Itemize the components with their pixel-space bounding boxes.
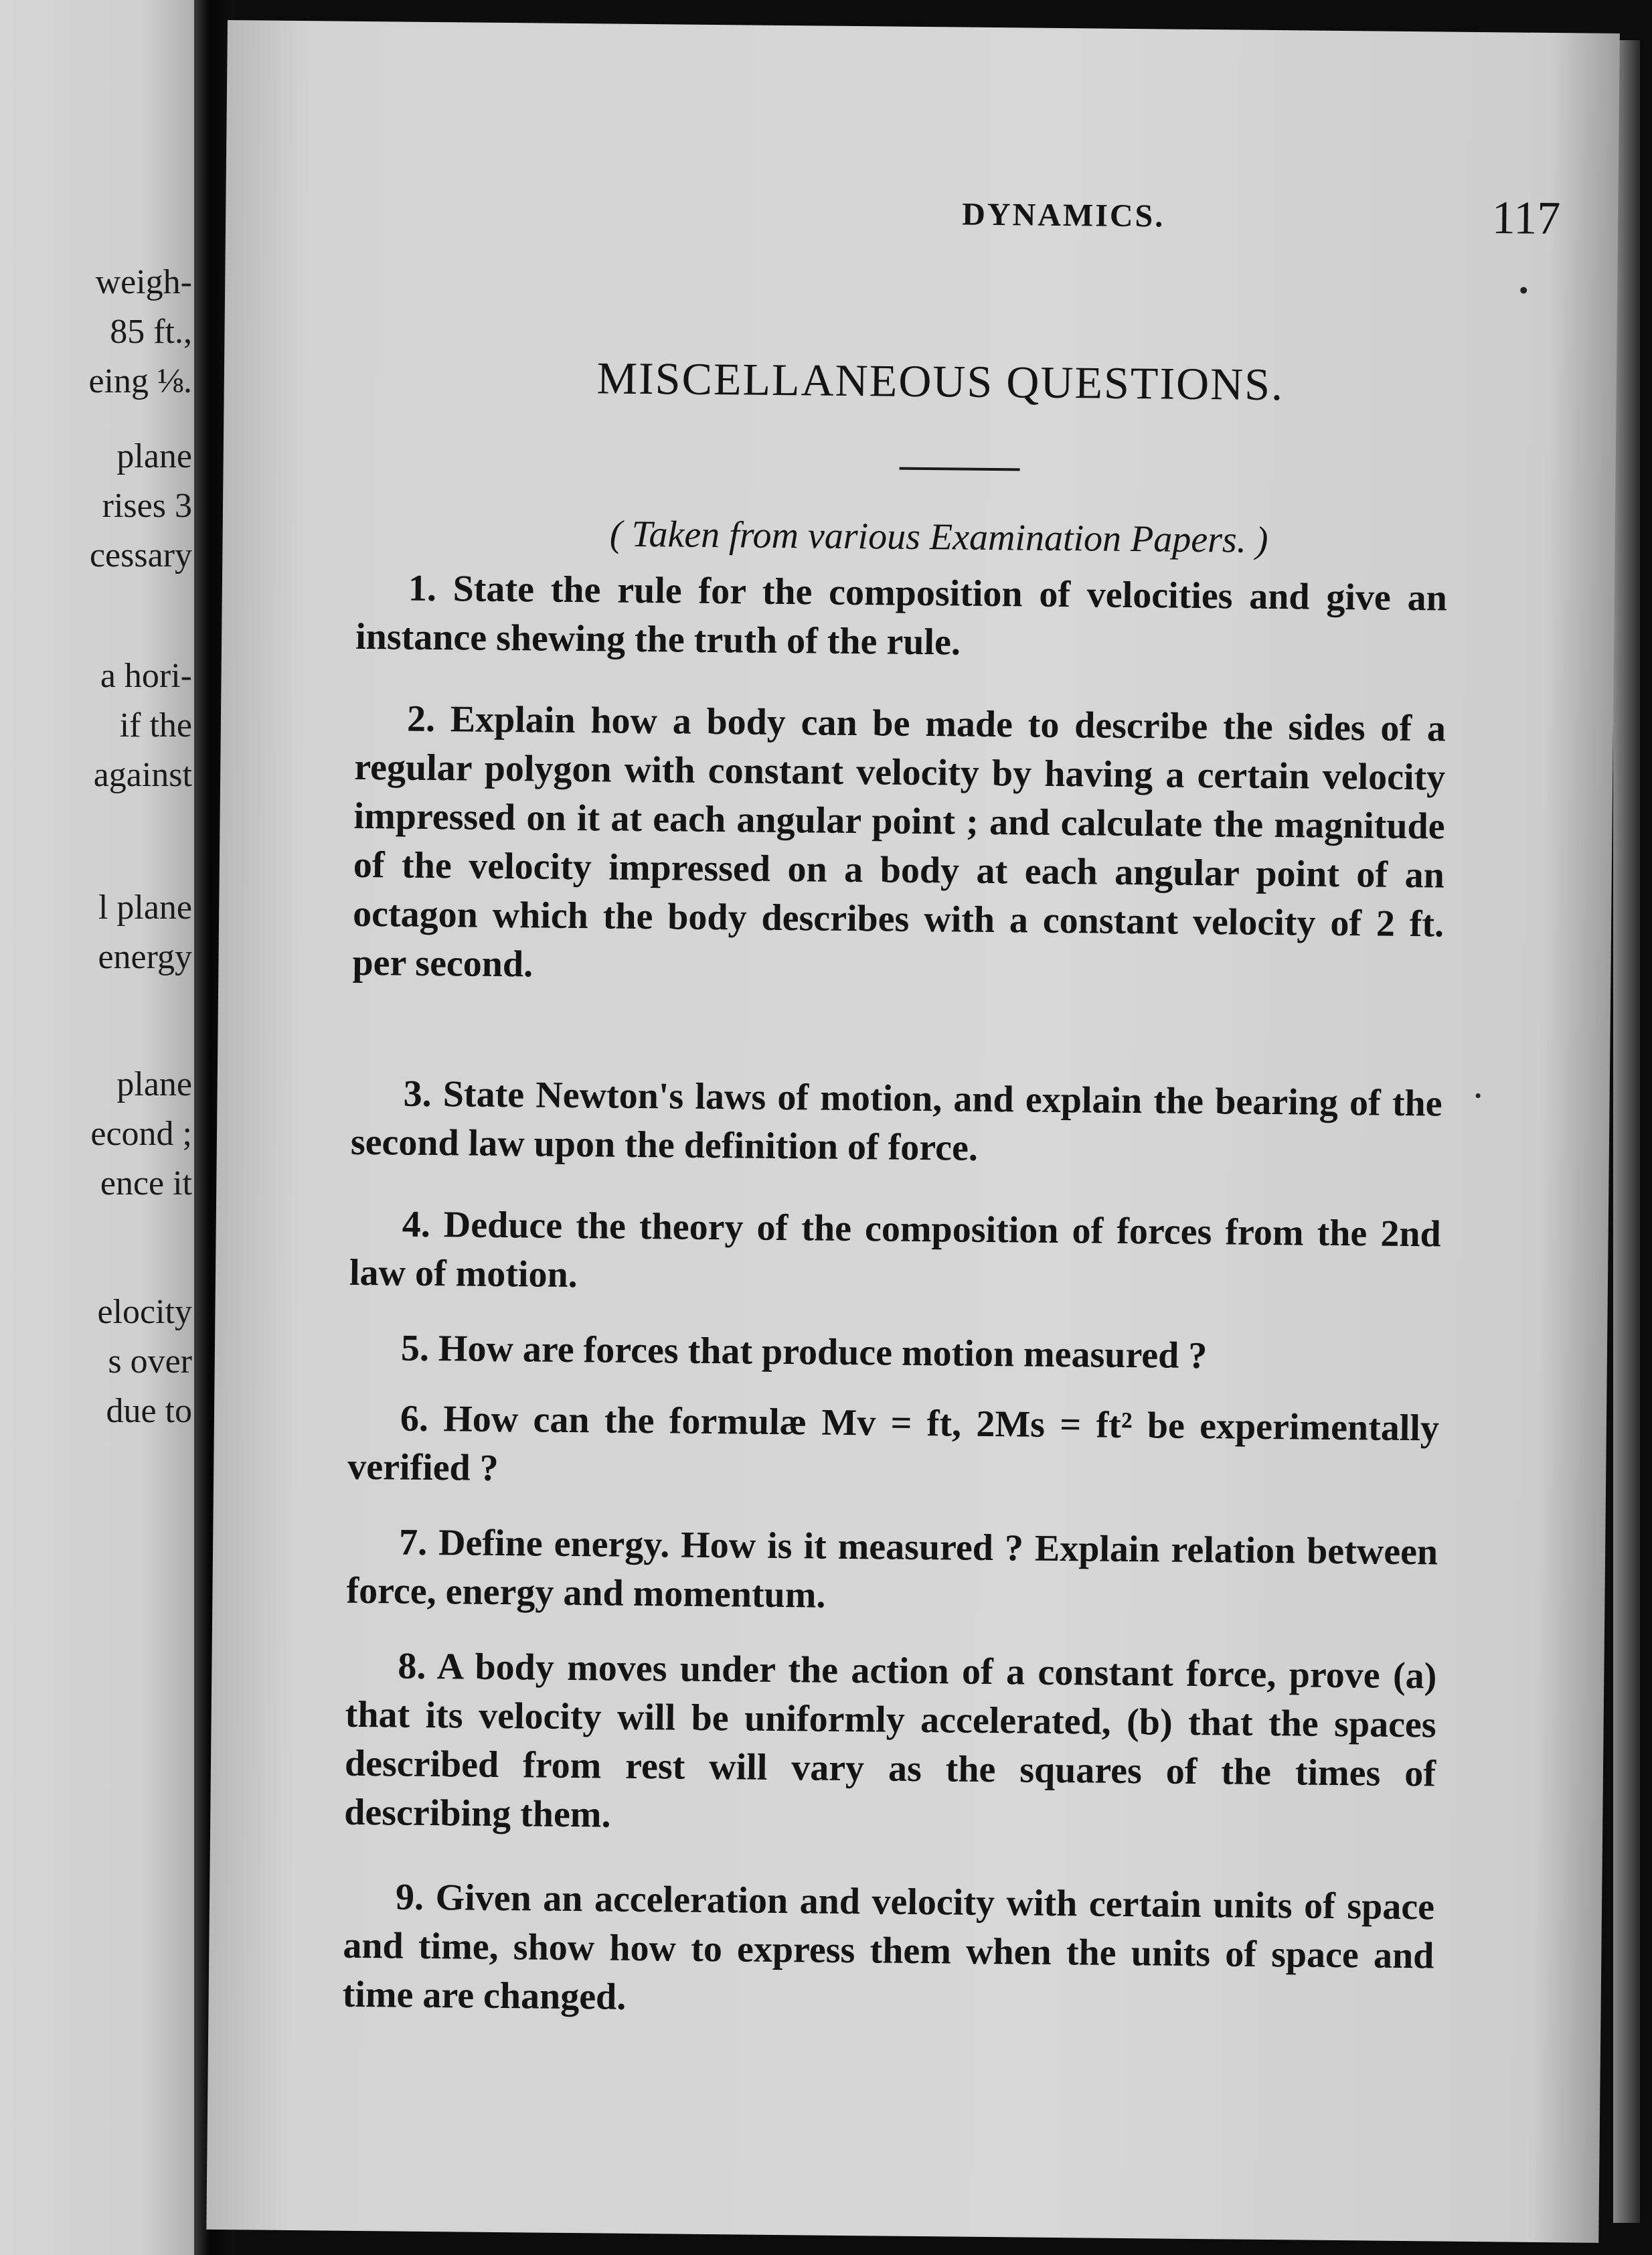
left-page-line: ence it — [100, 1164, 192, 1202]
section-heading: MISCELLANEOUS QUESTIONS. — [596, 352, 1285, 410]
question-item: 9. Given an acceleration and velocity with certain units of space and time, show how to express them when the units of space and time are changed. — [342, 1876, 1435, 2018]
left-page-line: 85 ft., — [110, 313, 192, 351]
left-page-line: a hori- — [100, 657, 192, 695]
question-list — [206, 20, 1620, 2243]
left-page-line: elocity — [97, 1293, 192, 1331]
left-page-line: cessary — [89, 536, 192, 574]
speck — [1476, 1093, 1481, 1098]
left-page-line: s over — [108, 1342, 192, 1381]
question-item: 5. How are forces that produce motion measured ? — [400, 1327, 1208, 1377]
left-page-line: plane — [116, 1065, 192, 1103]
question-item: 3. State Newton's laws of motion, and explain the bearing of the second law upon the definition of force. — [350, 1073, 1442, 1169]
left-page-line: against — [93, 756, 192, 794]
previous-page-fragment — [0, 0, 204, 2255]
left-page-line: econd ; — [90, 1115, 192, 1153]
left-page-line: if the — [119, 706, 192, 745]
left-page-line: energy — [98, 938, 192, 976]
question-item: 2. Explain how a body can be made to describe the sides of a regular polygon with constant velocity by having a certain velocity impressed on it at each angular point ; and calculate the magnitude of the velocity impressed on a body at each angular point of an octagon which the body describes with a constant velocity of 2 ft. per second. — [352, 698, 1447, 986]
question-item: 1. State the rule for the composition of velocities and give an instance shewing the truth of the rule. — [355, 567, 1448, 664]
running-title: DYNAMICS. — [962, 196, 1165, 234]
question-item: 7. Define energy. How is it measured ? Explain relation between force, energy and momentum. — [346, 1521, 1438, 1616]
section-subheading: ( Taken from various Examination Papers. ) — [609, 513, 1268, 561]
left-page-line: plane — [116, 437, 192, 475]
left-page-line: l plane — [98, 888, 192, 927]
question-item: 4. Deduce the theory of the composition of forces from the 2nd law of motion. — [349, 1203, 1441, 1296]
left-page-line: weigh- — [95, 263, 192, 301]
page-edge — [1613, 40, 1640, 2223]
speck — [1520, 287, 1527, 294]
left-page-line: due to — [106, 1392, 192, 1430]
left-page-line: rises 3 — [102, 487, 192, 525]
left-page-line: eing ⅛. — [88, 362, 192, 400]
book-page — [206, 20, 1620, 2243]
page-number: 117 — [1491, 192, 1561, 245]
question-item: 8. A body moves under the action of a constant force, prove (a) that its velocity will be uniformly accelerated, (b) that the spaces described from rest will vary as the squares of the times of describing them. — [344, 1645, 1437, 1836]
question-item: 6. How can the formulæ Mv = ft, 2Ms = ft² be experimentally verified ? — [347, 1397, 1440, 1489]
